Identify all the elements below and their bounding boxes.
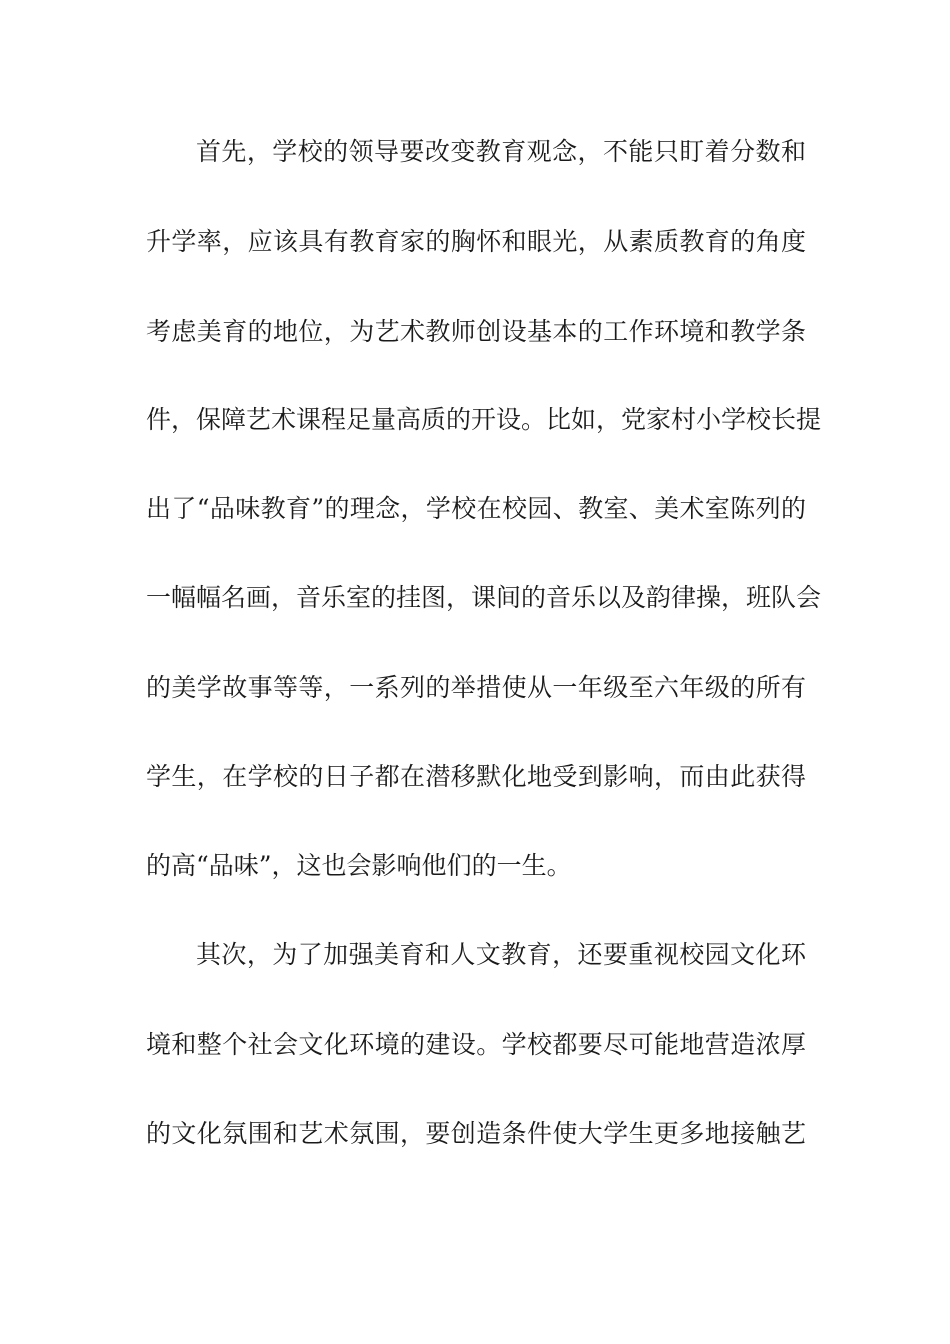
paragraph-2-line-1: 其次，为了加强美育和人文教育，还要重视校园文化环 [196,940,806,969]
paragraph-1-line-9: 的高“品味”，这也会影响他们的一生。 [146,851,572,880]
paragraph-1-line-4: 件，保障艺术课程足量高质的开设。比如，党家村小学校长提 [146,405,822,434]
paragraph-2-line-3: 的文化氛围和艺术氛围，要创造条件使大学生更多地接触艺 [146,1119,806,1148]
paragraph-1-line-5: 出了“品味教育”的理念，学校在校园、教室、美术室陈列的 [146,494,806,523]
paragraph-1-line-8: 学生，在学校的日子都在潜移默化地受到影响，而由此获得 [146,762,806,791]
paragraph-1-line-1: 首先，学校的领导要改变教育观念，不能只盯着分数和 [196,137,806,166]
paragraph-1-line-2: 升学率，应该具有教育家的胸怀和眼光，从素质教育的角度 [146,227,806,256]
paragraph-2-line-2: 境和整个社会文化环境的建设。学校都要尽可能地营造浓厚 [146,1030,806,1059]
paragraph-1-line-7: 的美学故事等等，一系列的举措使从一年级至六年级的所有 [146,673,806,702]
paragraph-1-line-6: 一幅幅名画，音乐室的挂图，课间的音乐以及韵律操，班队会 [146,583,822,612]
paragraph-1-line-3: 考虑美育的地位，为艺术教师创设基本的工作环境和教学条 [146,317,806,346]
